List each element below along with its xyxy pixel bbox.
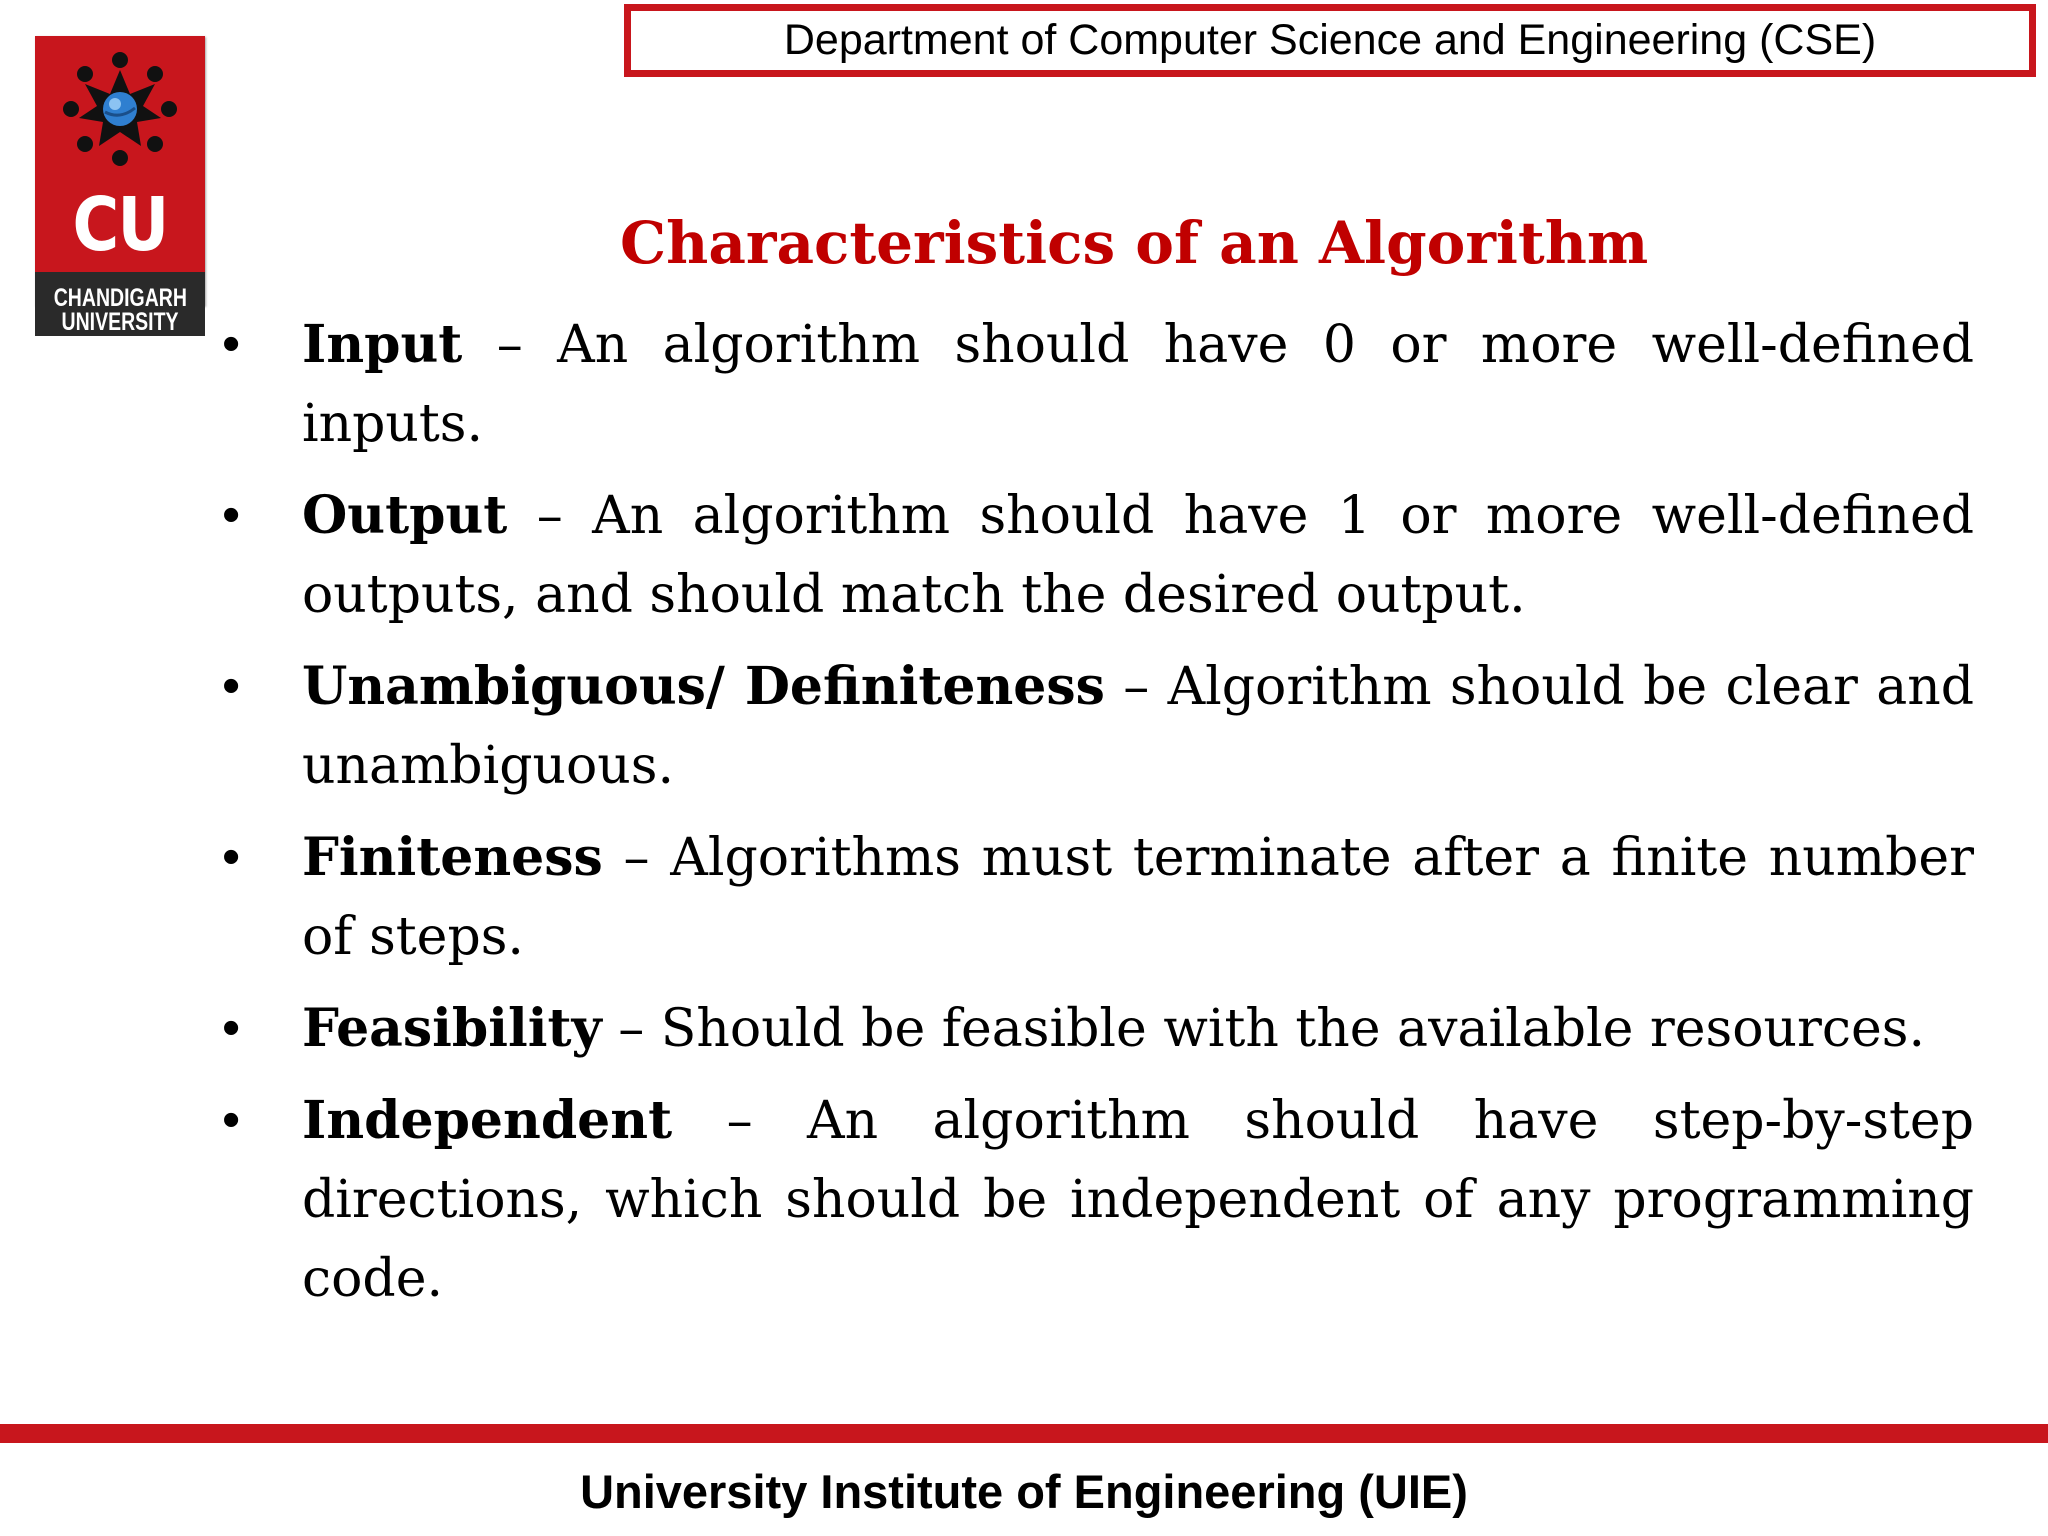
bullet-text: – Algorithm should be clear and unambiguous. [302,657,1974,796]
university-logo [35,36,205,336]
bullet-icon: • [222,657,241,715]
bullet-icon: • [222,315,241,373]
bullet-icon: • [222,1091,241,1149]
bullet-text: – Algorithms must terminate after a finite number of steps. [302,828,1974,967]
list-item [222,989,1974,1069]
bullet-text: – An algorithm should have 0 or more well-defined inputs. [302,315,1974,454]
bullet-icon: • [222,828,241,886]
university-emblem-icon [57,46,183,172]
logo-name-line1: CHANDIGARH [53,284,187,312]
bullet-term: Input [302,314,463,375]
footer-divider [0,1424,2048,1443]
bullet-term: Output [302,485,508,546]
bullet-icon: • [222,999,241,1057]
list-item [222,818,1974,977]
bullet-text: – An algorithm should have 1 or more well-defined outputs, and should match the desired output. [302,486,1974,625]
characteristics-list [222,305,1974,1331]
bullet-term: Feasibility [302,998,602,1059]
bullet-icon: • [222,486,241,544]
department-header [624,4,2036,77]
bullet-text: – Should be feasible with the available resources. [601,999,1926,1059]
footer-institute: University Institute of Engineering (UIE) [580,1465,1468,1518]
department-name: Department of Computer Science and Engineering (CSE) [783,16,1877,64]
slide-title: Characteristics of an Algorithm [620,209,1649,277]
list-item [222,476,1974,635]
list-item [222,1081,1974,1319]
bullet-term: Finiteness [302,827,603,888]
logo-initials: CU [72,182,168,268]
list-item [222,647,1974,806]
list-item [222,305,1974,464]
bullet-term: Unambiguous/ Definiteness [302,656,1105,717]
bullet-term: Independent [302,1090,673,1151]
bullet-text: – An algorithm should have step-by-step directions, which should be independent of any programming code. [302,1091,1974,1309]
logo-name-line2: UNIVERSITY [61,308,179,336]
